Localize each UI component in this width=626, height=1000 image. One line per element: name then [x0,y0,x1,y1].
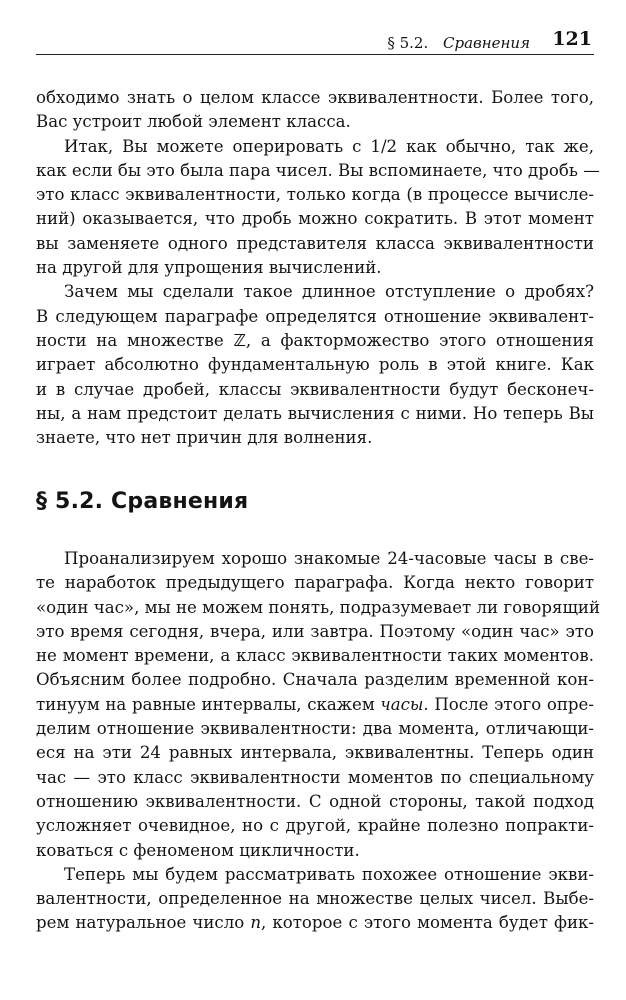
text-line: еся на эти 24 равных интервала, эквивалентны. Теперь один [36,743,594,763]
text-line: и в случае дробей, классы эквивалентности будут бесконеч- [36,379,594,399]
running-header [36,28,594,55]
text-line: «один час», мы не можем понять, подразумевает ли говорящий [36,597,601,617]
text-block-top [36,86,600,450]
text-line [36,693,594,717]
text-line: Объясним более подробно. Сначала разделим временной кон- [36,670,594,690]
text-line: обходимо знать о целом классе эквивалентности. Более того, [36,88,594,107]
text-span: ности на множестве [36,330,234,350]
text-line: на другой для упрощения вычислений. [36,258,382,278]
text-line: час — это класс эквивалентности моментов по специальному [36,767,594,787]
text-span: рем натуральное число [36,913,251,933]
text-span: , а факторможество этого отношения [245,330,594,350]
text-line: отношению эквивалентности. С одной стороны, такой подход [36,791,594,811]
text-line: это время сегодня, вчера, или завтра. Поэтому «один час» это [36,621,594,641]
text-line [36,911,594,935]
section-heading: § 5.2. Сравнения [36,489,249,514]
text-line: Зачем мы сделали такое длинное отступление о дробях? [64,282,594,302]
text-line: Итак, Вы можете оперировать с 1/2 как обычно, так же, [64,136,594,156]
text-line: это класс эквивалентности, только когда (в процессе вычисле- [36,185,594,205]
integers-symbol: ℤ [233,330,246,350]
header-section-number: § 5.2. [387,34,429,52]
text-line: играет абсолютно фундаментальную роль в этой книге. Как [36,355,594,375]
text-block-bottom [36,547,601,936]
running-title [387,34,530,52]
text-line: Теперь мы будем рассматривать похожее отношение экви- [64,864,594,884]
text-line: усложняет очевидное, но с другой, крайне полезно попракти- [36,816,594,836]
text-line: как если бы это была пара чисел. Вы вспоминаете, что дробь — [36,160,600,180]
text-span: , которое с этого момента будет фик- [261,913,594,933]
text-line: Вас устроит любой элемент класса. [36,112,351,132]
text-line: делим отношение эквивалентности: два момента, отличающи- [36,719,594,739]
emphasis-text: часы [380,694,424,714]
text-line: знаете, что нет причин для волнения. [36,428,373,448]
text-line: В следующем параграфе определятся отношение эквивалент- [36,306,594,326]
text-line: те наработок предыдущего параграфа. Когда некто говорит [36,573,594,593]
text-line: Проанализируем хорошо знакомые 24-часовые часы в све- [64,549,594,568]
text-line: коваться с феноменом цикличности. [36,840,360,860]
text-span: тинуум на равные интервалы, скажем [36,694,381,714]
math-variable: n [250,913,262,933]
text-line: валентности, определенное на множестве целых чисел. Выбе- [36,889,594,909]
page-number: 121 [552,28,592,50]
text-line: ний) оказывается, что дробь можно сократить. В этот момент [36,209,594,229]
text-span: . После этого опре- [423,694,594,714]
text-line: ны, а нам предстоит делать вычисления с ними. Но теперь Вы [36,403,594,423]
text-line: вы заменяете одного представителя класса эквивалентности [36,233,594,253]
text-line [36,329,594,353]
text-line: не момент времени, а класс эквивалентности таких моментов. [36,646,594,666]
header-section-title: Сравнения [443,34,530,52]
